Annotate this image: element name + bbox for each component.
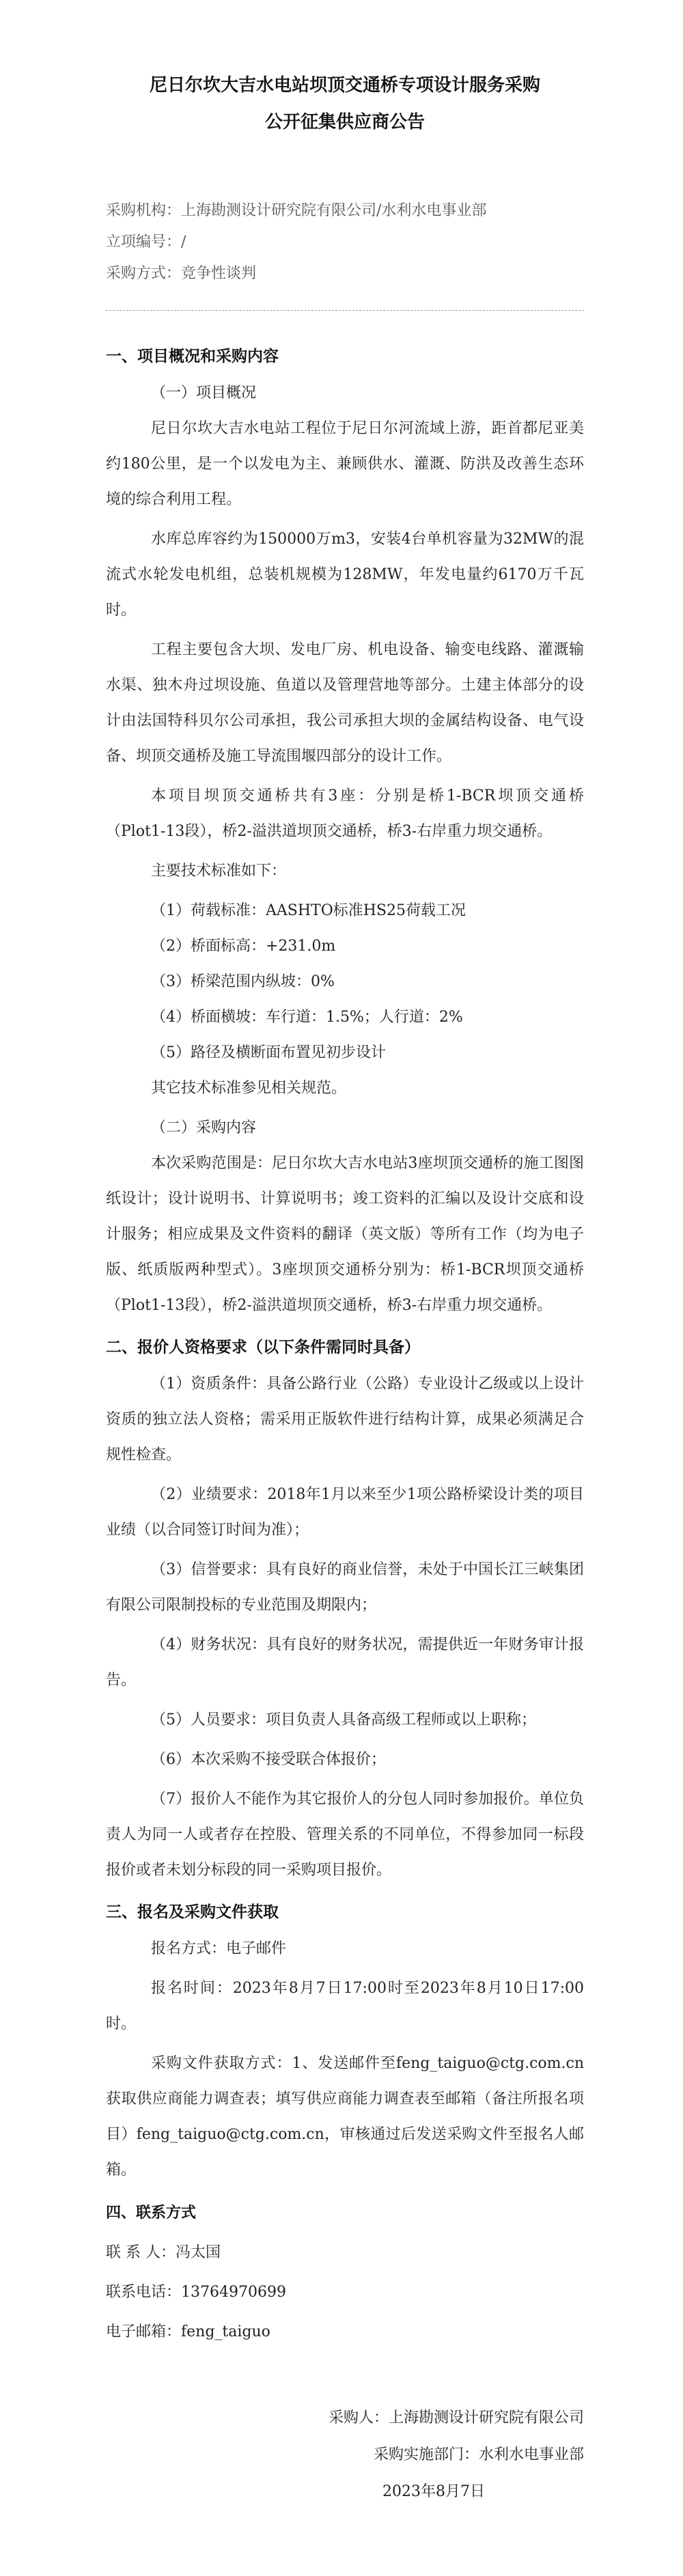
paragraph-standards-intro: 主要技术标准如下： (151, 863, 287, 880)
paragraph-other-standards: 其它技术标准参见相关规范。 (151, 1080, 347, 1097)
procurement-method: 采购方式：竞争性谈判 (106, 265, 257, 282)
qualification-item: （1）资质条件：具备公路行业（公路）专业设计乙级或以上设计资质的独立法人资格；需采用正版软件进行结构计算，成果必须满足合规性检查。 (106, 1375, 584, 1464)
meta-block (106, 195, 584, 290)
contact-phone: 联系电话：13764970699 (106, 2284, 286, 2301)
technical-standards-list (106, 893, 584, 1071)
title-line-1: 尼日尔坎大吉水电站坝顶交通桥专项设计服务采购 (149, 75, 540, 96)
project-number: 立项编号：/ (106, 234, 186, 251)
procurement-agency: 采购机构：上海勘测设计研究院有限公司/水利水电事业部 (106, 202, 487, 219)
subsection-overview-heading: （一）项目概况 (151, 384, 257, 402)
document-acquisition: 采购文件获取方式：1、发送邮件至feng_taiguo@ctg.com.cn获取供应商能力调查表；填写供应商能力调查表至邮箱（备注所报名项目）feng_taiguo@ctg.com.cn，审核通过后发送采购文件至报名人邮箱。 (106, 2055, 584, 2179)
contact-email: 电子邮箱：feng_taiguo (106, 2323, 270, 2340)
paragraph-scope: 本次采购范围是：尼日尔坎大吉水电站3座坝顶交通桥的施工图图纸设计；设计说明书、计算说明书；竣工资料的汇编以及设计交底和设计服务；相应成果及文件资料的翻译（英文版）等所有工作（均为电子版、纸质版两种型式）。3座坝顶交通桥分别为：桥1-BCR坝顶交通桥（Plot1-13段），桥2-溢洪道坝顶交通桥，桥3-右岸重力坝交通桥。 (106, 1155, 584, 1314)
divider (106, 310, 584, 311)
qualification-item: （5）人员要求：项目负责人具备高级工程师或以上职称； (151, 1711, 536, 1728)
subsection-scope-heading: （二）采购内容 (151, 1119, 257, 1136)
standard-item: （3）桥梁范围内纵坡：0% (151, 973, 335, 990)
title-line-2: 公开征集供应商公告 (264, 112, 425, 132)
section-3-heading: 三、报名及采购文件获取 (106, 1903, 279, 1921)
standard-item: （4）桥面横坡：车行道：1.5%；人行道：2% (151, 1009, 463, 1026)
standard-item: （1）荷载标准：AASHTO标准HS25荷载工况 (151, 902, 466, 919)
qualification-item: （6）本次采购不接受联合体报价； (151, 1751, 386, 1768)
standard-item: （5）路径及横断面布置见初步设计 (151, 1044, 386, 1061)
paragraph-capacity: 水库总库容约为150000万m3，安装4台单机容量为32MW的混流式水轮发电机组，总装机规模为128MW，年发电量约6170万千瓦时。 (106, 531, 584, 619)
paragraph-bridges: 本项目坝顶交通桥共有3座：分别是桥1-BCR坝顶交通桥（Plot1-13段），桥2-溢洪道坝顶交通桥，桥3-右岸重力坝交通桥。 (106, 787, 584, 840)
qualification-item: （3）信誉要求：具有良好的商业信誉，未处于中国长江三峡集团有限公司限制投标的专业范围及期限内； (106, 1561, 584, 1614)
contact-person: 联 系 人：冯太国 (106, 2244, 221, 2261)
buyer-name: 采购人：上海勘测设计研究院有限公司 (328, 2409, 584, 2426)
qualification-item: （4）财务状况：具有良好的财务状况，需提供近一年财务审计报告。 (106, 1636, 584, 1689)
section-project-overview (106, 338, 584, 1324)
paragraph-location: 尼日尔坎大吉水电站工程位于尼日尔河流域上游，距首都尼亚美约180公里，是一个以发电为主、兼顾供水、灌溉、防洪及改善生态环境的综合利用工程。 (106, 420, 584, 508)
section-contact (106, 2194, 584, 2352)
qualification-item: （2）业绩要求：2018年1月以来至少1项公路桥梁设计类的项目业绩（以合同签订时间为准）； (106, 1486, 584, 1539)
document-title (106, 67, 584, 141)
qualification-item: （7）报价人不能作为其它报价人的分包人同时参加报价。单位负责人为同一人或者存在控股、管理关系的不同单位，不得参加同一标段报价或者未划分标段的同一采购项目报价。 (106, 1791, 584, 1879)
section-qualification (106, 1329, 584, 1888)
implementing-department: 采购实施部门：水利水电事业部 (373, 2446, 584, 2463)
section-registration (106, 1894, 584, 2188)
section-1-heading: 一、项目概况和采购内容 (106, 348, 279, 365)
registration-time: 报名时间：2023年8月7日17:00时至2023年8月10日17:00时。 (106, 1980, 584, 2032)
section-2-heading: 二、报价人资格要求（以下条件需同时具备） (106, 1339, 420, 1356)
signature-block (106, 2400, 584, 2510)
section-4-heading: 四、联系方式 (106, 2204, 197, 2222)
registration-method: 报名方式：电子邮件 (151, 1940, 287, 1957)
announcement-date: 2023年8月7日 (382, 2483, 485, 2500)
standard-item: （2）桥面标高：+231.0m (151, 938, 336, 955)
paragraph-components: 工程主要包含大坝、发电厂房、机电设备、输变电线路、灌溉输水渠、独木舟过坝设施、鱼道以及管理营地等部分。土建主体部分的设计由法国特科贝尔公司承担，我公司承担大坝的金属结构设备、电气设备、坝顶交通桥及施工导流围堰四部分的设计工作。 (106, 641, 584, 765)
